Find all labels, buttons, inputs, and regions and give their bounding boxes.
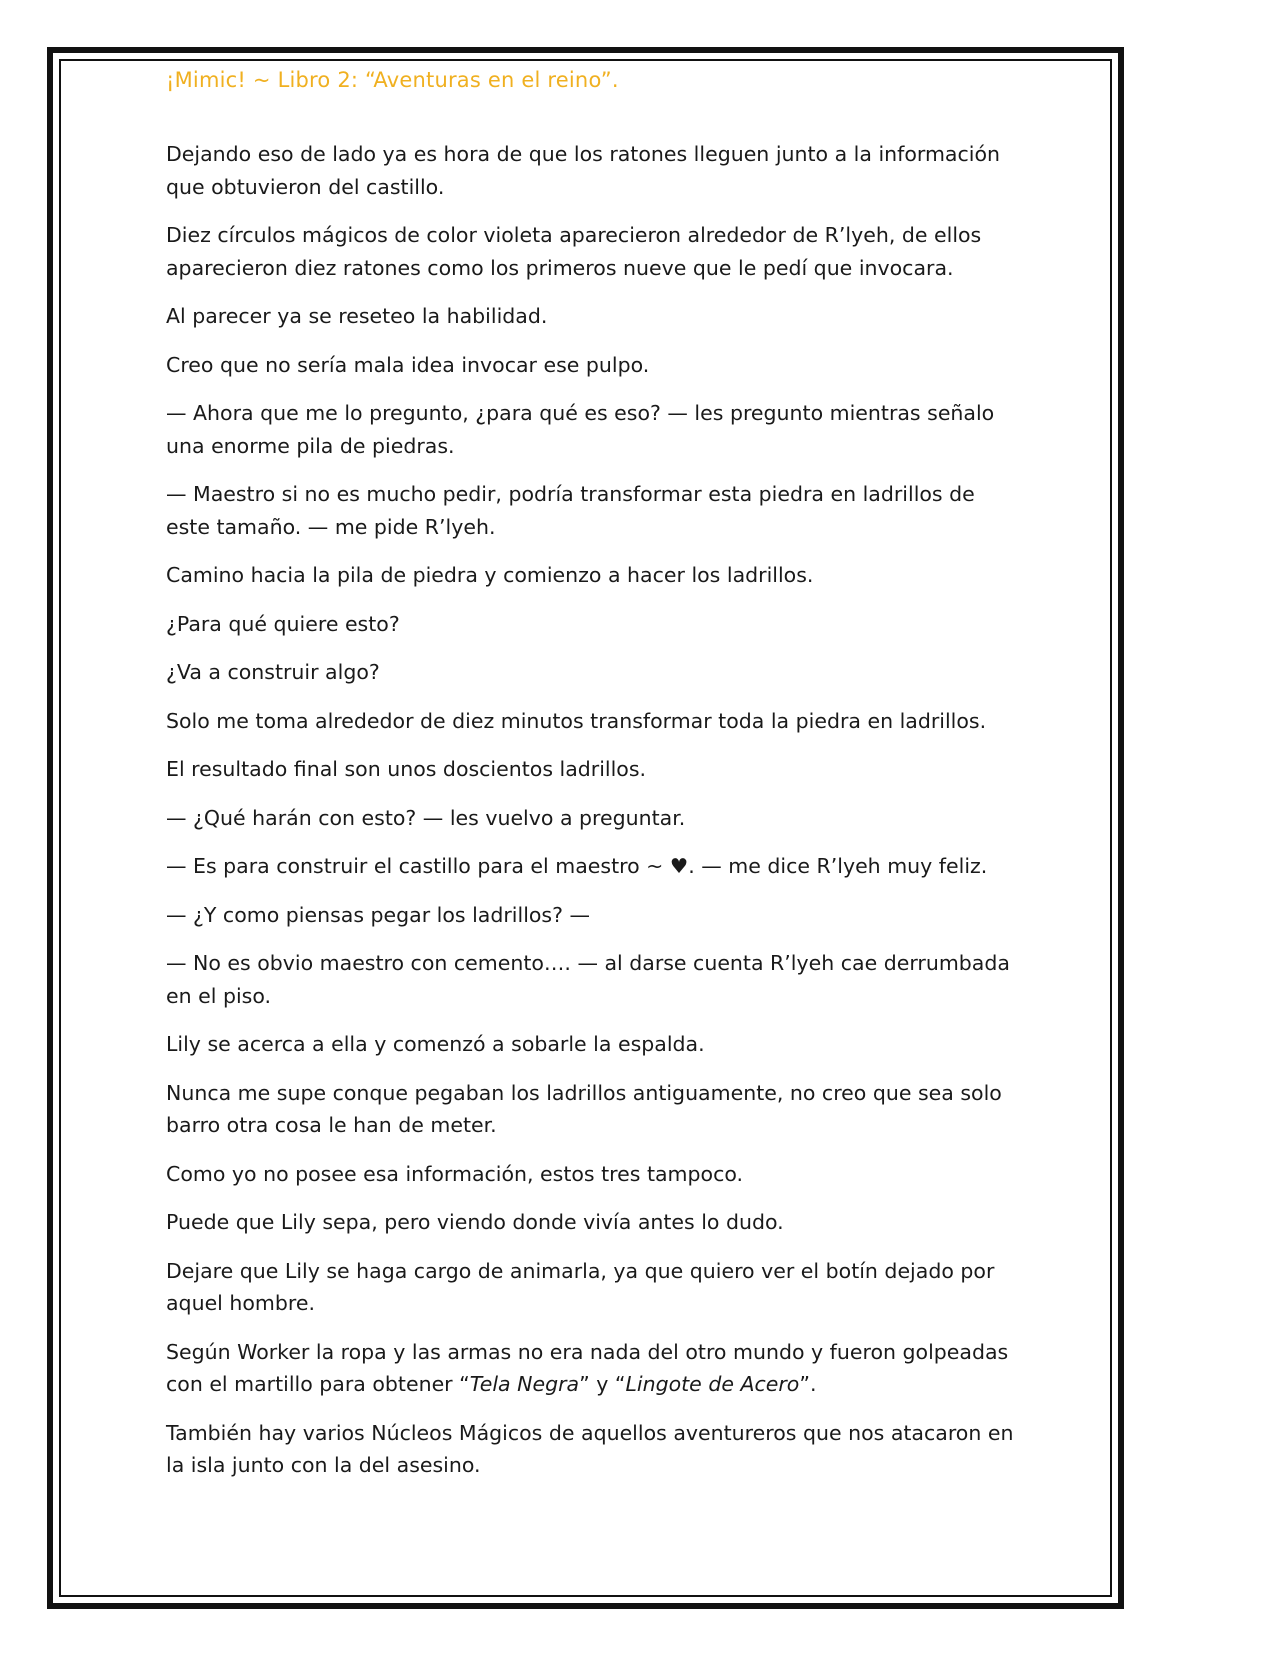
paragraph: — Es para construir el castillo para el maestro ~ ♥. — me dice R’lyeh muy feliz. [166, 854, 988, 878]
paragraph-text: Según Worker la ropa y las armas no era nada del otro mundo y fueron golpeadas con el martillo para obtener “ [166, 1339, 1009, 1396]
paragraph: Creo que no sería mala idea invocar ese pulpo. [166, 352, 650, 377]
paragraph: También hay varios Núcleos Mágicos de aquellos aventureros que nos atacaron en la isla junto con la del asesino. [166, 1420, 1014, 1477]
paragraph: Diez círculos mágicos de color violeta aparecieron alrededor de R’lyeh, de ellos aparecieron diez ratones como los primeros nueve que le pedí que invocara. [166, 223, 982, 280]
document-body [166, 138, 1016, 1498]
paragraph: — ¿Y como piensas pegar los ladrillos? — [166, 902, 591, 927]
paragraph: Dejando eso de lado ya es hora de que los ratones lleguen junto a la información que obtuvieron del castillo. [166, 142, 1000, 199]
item-name-tela-negra: Tela Negra [469, 1372, 580, 1396]
paragraph: Como yo no posee esa información, estos tres tampoco. [166, 1161, 744, 1186]
item-name-lingote-de-acero: Lingote de Acero [625, 1372, 800, 1396]
paragraph: Solo me toma alrededor de diez minutos transformar toda la piedra en ladrillos. [166, 708, 987, 733]
paragraph: Nunca me supe conque pegaban los ladrillos antiguamente, no creo que sea solo barro otra cosa le han de meter. [166, 1080, 1002, 1137]
paragraph: ¿Va a construir algo? [166, 660, 380, 684]
paragraph: — ¿Qué harán con esto? — les vuelvo a preguntar. [166, 805, 686, 830]
paragraph-text: ” y “ [579, 1372, 626, 1396]
paragraph: — Maestro si no es mucho pedir, podría transformar esta piedra en ladrillos de este tamaño. — me pide R’lyeh. [166, 482, 975, 539]
paragraph: Camino hacia la pila de piedra y comienzo a hacer los ladrillos. [166, 563, 814, 587]
running-header-title: ¡Mimic! ~ Libro 2: “Aventuras en el reino”. [166, 68, 619, 92]
paragraph: Dejare que Lily se haga cargo de animarla, ya que quiero ver el botín dejado por aquel hombre. [166, 1258, 995, 1315]
paragraph: — No es obvio maestro con cemento…. — al darse cuenta R’lyeh cae derrumbada en el piso. [166, 951, 1010, 1008]
paragraph-text: ”. [799, 1372, 817, 1396]
paragraph: Al parecer ya se reseteo la habilidad. [166, 304, 548, 328]
paragraph: Puede que Lily sepa, pero viendo donde vivía antes lo dudo. [166, 1210, 784, 1234]
paragraph: Lily se acerca a ella y comenzó a sobarle la espalda. [166, 1032, 705, 1056]
paragraph: El resultado final son unos doscientos ladrillos. [166, 757, 647, 781]
paragraph: ¿Para qué quiere esto? [166, 611, 400, 636]
paragraph: — Ahora que me lo pregunto, ¿para qué es eso? — les pregunto mientras señalo una enorme pila de piedras. [166, 401, 995, 458]
paragraph-with-item-names [166, 1336, 1016, 1401]
